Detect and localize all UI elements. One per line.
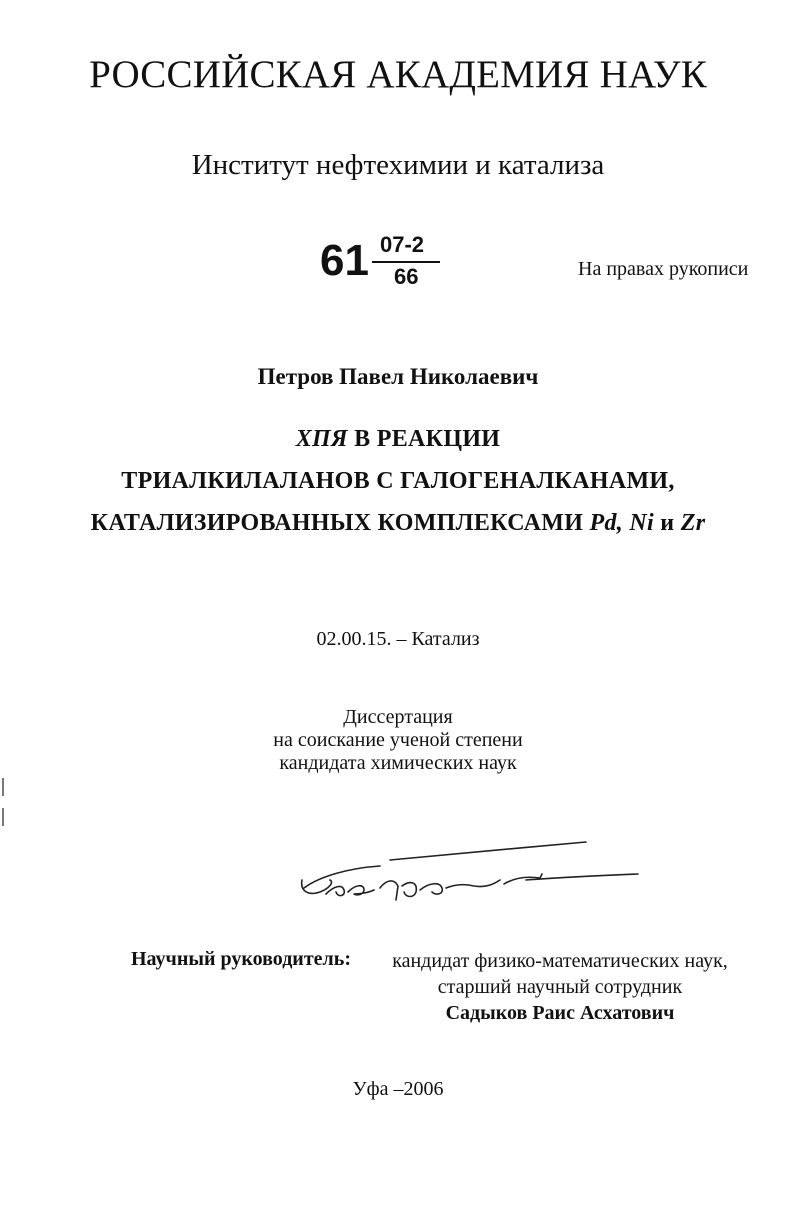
catalog-code-denominator: 66 — [394, 264, 419, 289]
margin-mark — [2, 808, 4, 826]
title-conjunction: и — [654, 510, 681, 536]
catalog-code-main: 61 — [320, 236, 369, 285]
specialty-code: 02.00.15. – Катализ — [316, 628, 480, 650]
academy-title: РОССИЙСКАЯ АКАДЕМИЯ НАУК — [89, 53, 707, 96]
catalog-code-fraction-line — [372, 261, 440, 263]
title-line-3-text: КАТАЛИЗИРОВАННЫХ КОМПЛЕКСАМИ — [90, 510, 590, 536]
dissertation-block — [0, 706, 796, 775]
margin-mark — [2, 778, 4, 796]
dissertation-line-1: Диссертация — [343, 706, 453, 728]
dissertation-line-2: на соискание ученой степени — [273, 729, 523, 751]
catalog-code-numerator: 07-2 — [380, 232, 425, 257]
rights-note: На правах рукописи — [578, 258, 749, 280]
city-year: Уфа –2006 — [352, 1078, 444, 1100]
supervisor-details — [360, 948, 760, 1026]
title-line-3 — [0, 510, 796, 537]
supervisor-label: Научный руководитель: — [131, 948, 351, 970]
supervisor-name: Садыков Раис Асхатович — [445, 1002, 675, 1024]
metal-ni: Ni — [623, 510, 654, 536]
title-abbreviation: ХПЯ — [295, 426, 348, 452]
title-line-1 — [0, 426, 796, 453]
institute-name: Институт нефтехимии и катализа — [191, 149, 605, 181]
author-name: Петров Павел Николаевич — [257, 364, 539, 389]
title-line-1-text: В РЕАКЦИИ — [347, 426, 501, 452]
metal-zr: Zr — [680, 510, 706, 536]
signature-image — [290, 836, 650, 916]
dissertation-line-3: кандидата химических наук — [279, 752, 517, 774]
supervisor-degree: кандидат физико-математических наук, — [392, 950, 728, 972]
title-line-2: ТРИАЛКИЛАЛАНОВ С ГАЛОГЕНАЛКАНАМИ, — [121, 468, 675, 494]
metal-pd: Pd, — [589, 510, 624, 536]
supervisor-position: старший научный сотрудник — [437, 976, 683, 998]
